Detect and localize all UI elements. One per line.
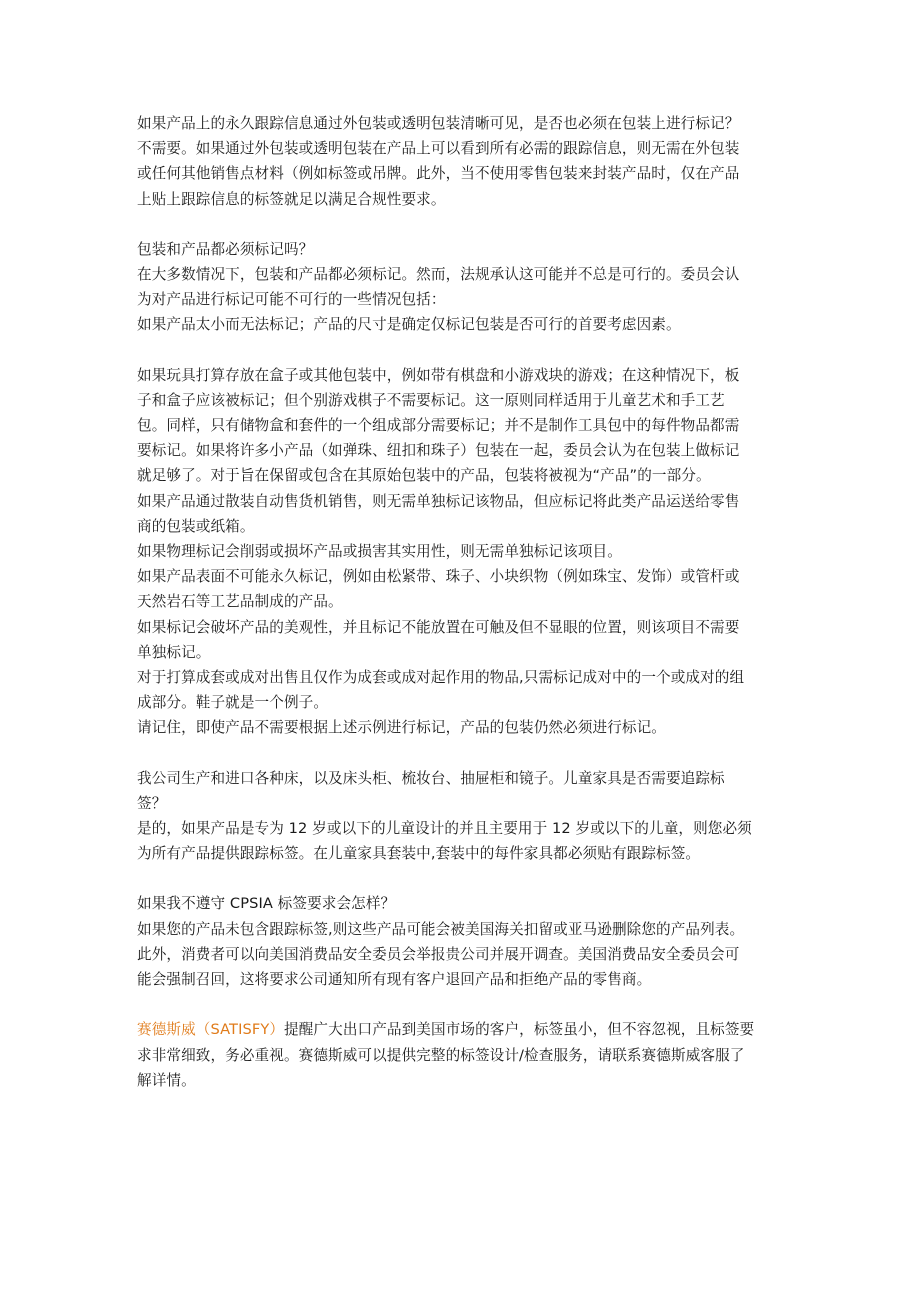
paragraph-text: 请记住，即使产品不需要根据上述示例进行标记，产品的包装仍然必须进行标记。 bbox=[137, 719, 666, 737]
paragraph-text: 如果标记会破坏产品的美观性，并且标记不能放置在可触及但不显眼的位置，则该项目不需要 bbox=[137, 618, 740, 636]
paragraph-text: 对于打算成套或成对出售且仅作为成套或成对起作用的物品,只需标记成对中的一个或成对的组 bbox=[137, 669, 745, 687]
paragraph-text: 如果产品表面不可能永久标记，例如由松紧带、珠子、小块织物（例如珠宝、发饰）或管杆或 bbox=[137, 568, 740, 586]
faq-section-furniture bbox=[137, 766, 787, 867]
paragraph-text: 如果物理标记会削弱或损坏产品或损害其实用性，则无需单独标记该项目。 bbox=[137, 543, 622, 561]
question-text: 包装和产品都必须标记吗？ bbox=[137, 240, 314, 258]
paragraph-text: 如果产品通过散装自动售货机销售，则无需单独标记该物品，但应标记将此类产品运送给零售 bbox=[137, 492, 740, 510]
closing-note bbox=[137, 1017, 787, 1093]
answer-text: 为对产品进行标记可能不可行的一些情况包括： bbox=[137, 291, 446, 309]
answer-text: 为所有产品提供跟踪标签。在儿童家具套装中,套装中的每件家具都必须贴有跟踪标签。 bbox=[137, 845, 701, 863]
brand-name: 赛德斯威（SATISFY） bbox=[137, 1021, 285, 1039]
answer-text: 如果您的产品未包含跟踪标签,则这些产品可能会被美国海关扣留或亚马逊删除您的产品列表。 bbox=[137, 920, 745, 938]
answer-text: 上贴上跟踪信息的标签就足以满足合规性要求。 bbox=[137, 190, 446, 208]
answer-text: 此外，消费者可以向美国消费品安全委员会举报贵公司并展开调查。美国消费品安全委员会可 bbox=[137, 945, 740, 963]
paragraph-text: 商的包装或纸箱。 bbox=[137, 517, 255, 535]
answer-text: 在大多数情况下，包装和产品都必须标记。然而，法规承认这可能并不总是可行的。委员会认 bbox=[137, 266, 740, 284]
paragraph-text: 子和盒子应该被标记；但个别游戏棋子不需要标记。这一原则同样适用于儿童艺术和手工艺 bbox=[137, 391, 725, 409]
closing-line-1 bbox=[137, 1017, 787, 1042]
paragraph-text: 成部分。鞋子就是一个例子。 bbox=[137, 694, 329, 712]
question-text: 如果我不遵守 CPSIA 标签要求会怎样？ bbox=[137, 895, 396, 913]
faq-section-tracking-visible bbox=[137, 111, 787, 212]
closing-line-2: 求非常细致，务必重视。赛德斯威可以提供完整的标签设计/检查服务，请联系赛德斯威客服了 bbox=[137, 1046, 745, 1064]
faq-section-exceptions bbox=[137, 363, 787, 741]
document-body bbox=[137, 111, 787, 1118]
paragraph-text: 包。同样，只有储物盒和套件的一个组成部分需要标记；并不是制作工具包中的每件物品都需 bbox=[137, 417, 740, 435]
paragraph-text: 天然岩石等工艺品制成的产品。 bbox=[137, 593, 343, 611]
paragraph-text: 就足够了。对于旨在保留或包含在其原始包装中的产品，包装将被视为“产品”的一部分。 bbox=[137, 467, 711, 485]
answer-text: 如果产品太小而无法标记；产品的尺寸是确定仅标记包装是否可行的首要考虑因素。 bbox=[137, 316, 681, 334]
closing-line-3: 解详情。 bbox=[137, 1071, 196, 1089]
closing-text: 提醒广大出口产品到美国市场的客户，标签虽小，但不容忽视，且标签要 bbox=[284, 1021, 755, 1039]
answer-text: 不需要。如果通过外包装或透明包装在产品上可以看到所有必需的跟踪信息，则无需在外包装 bbox=[137, 140, 740, 158]
paragraph-text: 要标记。如果将许多小产品（如弹珠、纽扣和珠子）包装在一起，委员会认为在包装上做标记 bbox=[137, 442, 740, 460]
faq-section-non-compliance bbox=[137, 891, 787, 992]
paragraph-text: 如果玩具打算存放在盒子或其他包装中，例如带有棋盘和小游戏块的游戏；在这种情况下，板 bbox=[137, 366, 740, 384]
answer-text: 能会强制召回，这将要求公司通知所有现有客户退回产品和拒绝产品的零售商。 bbox=[137, 971, 652, 989]
question-text: 签？ bbox=[137, 794, 167, 812]
faq-section-package-and-product bbox=[137, 237, 787, 338]
answer-text: 是的，如果产品是专为 12 岁或以下的儿童设计的并且主要用于 12 岁或以下的儿童，则您必须 bbox=[137, 820, 752, 838]
question-text: 如果产品上的永久跟踪信息通过外包装或透明包装清晰可见，是否也必须在包装上进行标记？ bbox=[137, 115, 740, 132]
question-text: 我公司生产和进口各种床，以及床头柜、梳妆台、抽屉柜和镜子。儿童家具是否需要追踪标 bbox=[137, 769, 725, 787]
paragraph-text: 单独标记。 bbox=[137, 643, 211, 661]
answer-text: 或任何其他销售点材料（例如标签或吊牌。此外，当不使用零售包装来封装产品时，仅在产品 bbox=[137, 165, 740, 183]
